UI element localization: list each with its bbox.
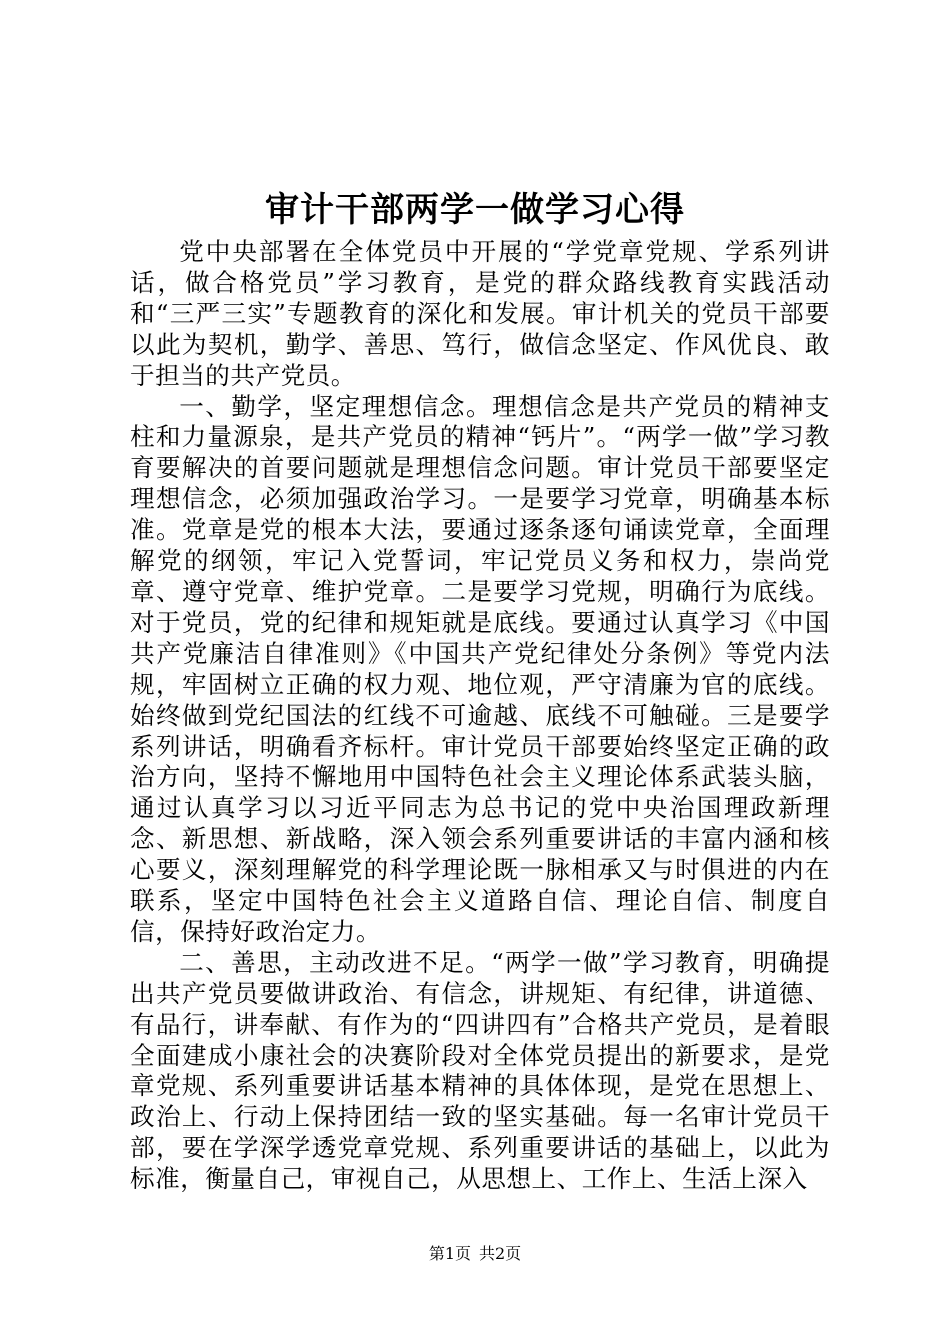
document-title: 审计干部两学一做学习心得 bbox=[265, 190, 685, 230]
document-body bbox=[130, 237, 830, 1195]
page-total: 共2页 bbox=[479, 1244, 522, 1263]
paragraph-intro: 党中央部署在全体党员中开展的“学党章党规、学系列讲话，做合格党员”学习教育，是党的群众路线教育实践活动和“三严三实”专题教育的深化和发展。审计机关的党员干部要以此为契机，勤学、善思、笃行，做信念坚定、作风优良、敢于担当的共产党员。 bbox=[130, 237, 830, 390]
page-number: 第1页 bbox=[428, 1244, 471, 1263]
paragraph-section-1: 一、勤学，坚定理想信念。理想信念是共产党员的精神支柱和力量源泉，是共产党员的精神“钙片”。“两学一做”学习教育要解决的首要问题就是理想信念问题。审计党员干部要坚定理想信念，必须加强政治学习。一是要学习党章，明确基本标准。党章是党的根本大法，要通过逐条逐句诵读党章，全面理解党的纲领，牢记入党誓词，牢记党员义务和权力，崇尚党章、遵守党章、维护党章。二是要学习党规，明确行为底线。对于党员，党的纪律和规矩就是底线。要通过认真学习《中国共产党廉洁自律准则》《中国共产党纪律处分条例》等党内法规，牢固树立正确的权力观、地位观，严守清廉为官的底线。始终做到党纪国法的红线不可逾越、底线不可触碰。三是要学系列讲话，明确看齐标杆。审计党员干部要始终坚定正确的政治方向，坚持不懈地用中国特色社会主义理论体系武装头脑，通过认真学习以习近平同志为总书记的党中央治国理政新理念、新思想、新战略，深入领会系列重要讲话的丰富内涵和核心要义，深刻理解党的科学理论既一脉相承又与时俱进的内在联系，坚定中国特色社会主义道路自信、理论自信、制度自信，保持好政治定力。 bbox=[130, 391, 830, 946]
paragraph-section-2: 二、善思，主动改进不足。“两学一做”学习教育，明确提出共产党员要做讲政治、有信念，讲规矩、有纪律，讲道德、有品行，讲奉献、有作为的“四讲四有”合格共产党员，是着眼全面建成小康社会的决赛阶段对全体党员提出的新要求，是党章党规、系列重要讲话基本精神的具体体现，是党在思想上、政治上、行动上保持团结一致的坚实基础。每一名审计党员干部，要在学深学透党章党规、系列重要讲话的基础上，以此为标准，衡量自己，审视自己，从思想上、工作上、生活上深入 bbox=[130, 947, 830, 1194]
page-footer bbox=[0, 1243, 950, 1265]
